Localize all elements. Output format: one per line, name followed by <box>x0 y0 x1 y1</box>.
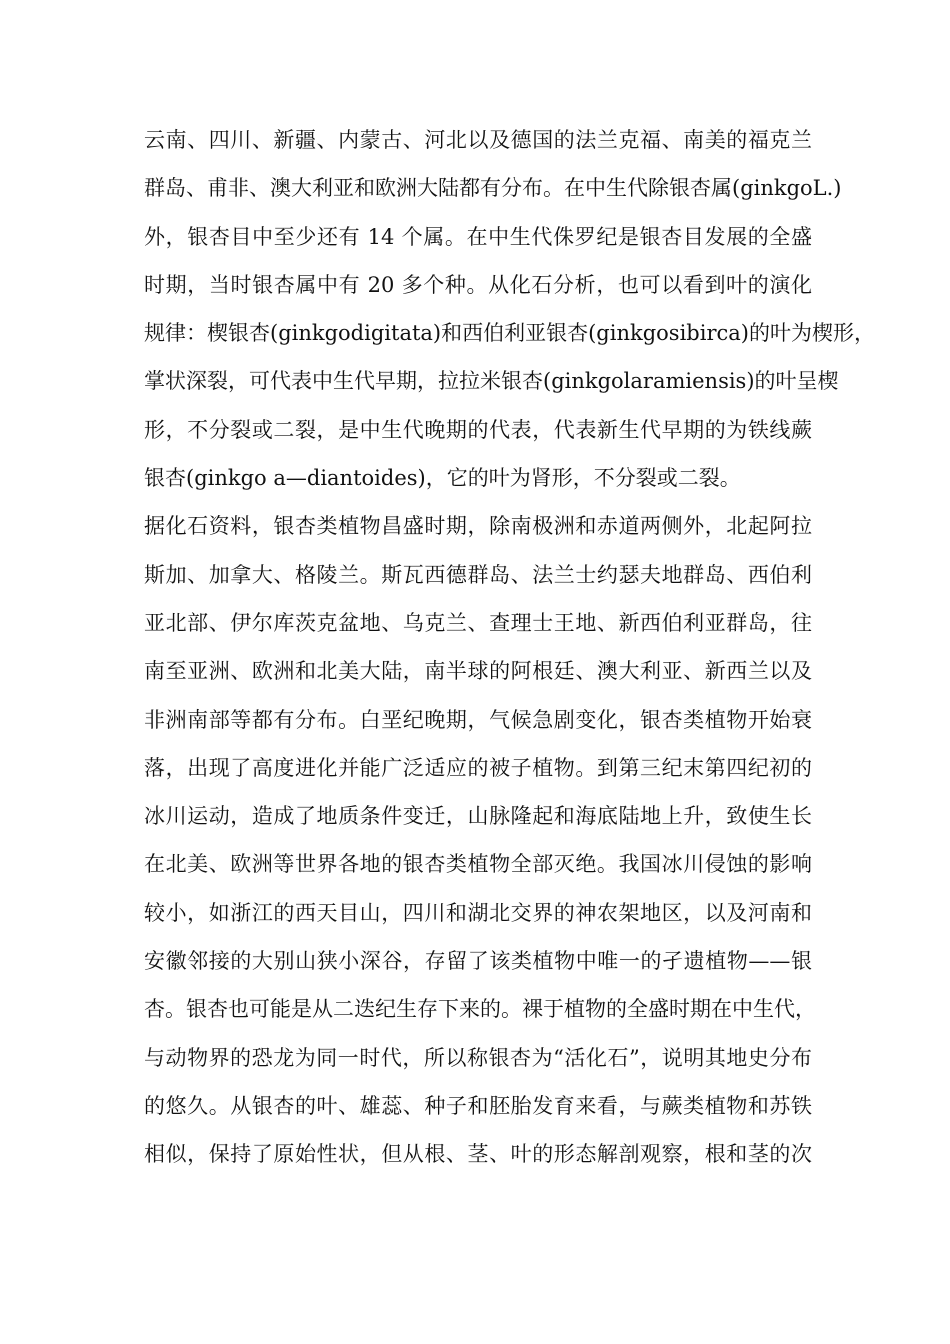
text-line: 群岛、甫非、澳大利亚和欧洲大陆都有分布。在中生代除银杏属(ginkgoL.) <box>144 176 842 201</box>
text-line: 较小，如浙江的西天目山，四川和湖北交界的神农架地区，以及河南和 <box>144 900 812 925</box>
text-line: 冰川运动，造成了地质条件变迁，山脉隆起和海底陆地上升，致使生长 <box>144 804 812 829</box>
text-line: 相似，保持了原始性状，但从根、茎、叶的形态解剖观察，根和茎的次 <box>144 1142 812 1167</box>
text-line: 据化石资料，银杏类植物昌盛时期，除南极洲和赤道两侧外，北起阿拉 <box>144 514 812 539</box>
text-line: 云南、四川、新疆、内蒙古、河北以及德国的法兰克福、南美的福克兰 <box>144 128 812 152</box>
text-line: 安徽邻接的大别山狭小深谷，存留了该类植物中唯一的孑遗植物——银 <box>144 949 812 974</box>
text-line: 的悠久。从银杏的叶、雄蕊、种子和胚胎发育来看，与蕨类植物和苏铁 <box>144 1093 812 1118</box>
text-line: 亚北部、伊尔库茨克盆地、乌克兰、查理士王地、新西伯利亚群岛，往 <box>144 610 812 635</box>
text-line: 银杏(ginkgo a—diantoides)，它的叶为肾形，不分裂或二裂。 <box>144 466 741 491</box>
text-line: 掌状深裂，可代表中生代早期，拉拉米银杏(ginkgolaramiensis)的叶呈楔 <box>144 369 839 394</box>
text-line: 落，出现了高度进化并能广泛适应的被子植物。到第三纪末第四纪初的 <box>144 755 812 780</box>
text-line: 杏。银杏也可能是从二迭纪生存下来的。裸于植物的全盛时期在中生代， <box>144 997 816 1022</box>
body-text <box>144 116 875 1179</box>
text-line: 南至亚洲、欧洲和北美大陆，南半球的阿根廷、澳大利亚、新西兰以及 <box>144 659 812 684</box>
text-line: 规律：楔银杏(ginkgodigitata)和西伯利亚银杏(ginkgosibirca)的叶为楔形， <box>144 321 875 346</box>
text-line: 与动物界的恐龙为同一时代，所以称银杏为“活化石”，说明其地史分布 <box>144 1045 812 1070</box>
text-line: 斯加、加拿大、格陵兰。斯瓦西德群岛、法兰士约瑟夫地群岛、西伯利 <box>144 562 812 587</box>
text-line: 时期，当时银杏属中有 20 多个种。从化石分析，也可以看到叶的演化 <box>144 272 812 297</box>
text-line: 非洲南部等都有分布。白垩纪晚期，气候急剧变化，银杏类植物开始衰 <box>144 707 812 732</box>
paragraph-1 <box>144 116 875 502</box>
paragraph-2 <box>144 502 816 1178</box>
text-line: 形，不分裂或二裂，是中生代晚期的代表，代表新生代早期的为铁线蕨 <box>144 417 812 442</box>
text-line: 在北美、欧洲等世界各地的银杏类植物全部灭绝。我国冰川侵蚀的影响 <box>144 852 812 877</box>
text-line: 外，银杏目中至少还有 14 个属。在中生代侏罗纪是银杏目发展的全盛 <box>144 224 812 249</box>
